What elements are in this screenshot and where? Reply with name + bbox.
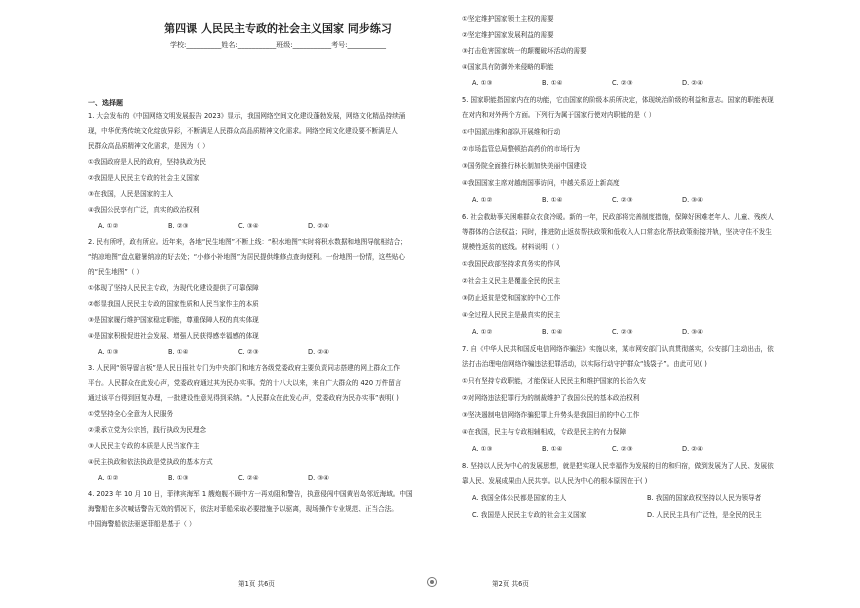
choice-b[interactable]: B. ①④	[542, 79, 563, 87]
question-8-line: 8. 坚持以人民为中心的发展思想，就是把实现人民幸福作为发展的目的和归宿，做到发展为了人民、发展依	[462, 462, 774, 470]
question-3-line: 通过该平台得到回复办理，一批建设性意见得到采纳。“人民群众在此发心声，党委政府为民办实事”表明( )	[88, 394, 399, 402]
question-4-option: ②坚定维护国家发展利益的需要	[462, 31, 554, 39]
question-6-option: ④全过程人民民主是最真实的民主	[462, 311, 561, 319]
choice-c[interactable]: C. ②③	[612, 79, 633, 87]
choice-b[interactable]: B. ①④	[542, 196, 563, 204]
question-6-choices	[472, 328, 832, 337]
choice-c[interactable]: C. ③④	[238, 222, 259, 230]
binding-mark-icon	[427, 577, 437, 587]
question-7-line: 7. 自《中华人民共和国反电信网络诈骗法》实施以来，某市网安部门认真贯彻落实，公安部门主动出击，依	[462, 345, 774, 353]
choice-a[interactable]: A. ①③	[472, 79, 493, 87]
page-number-right: 第2页 共6页	[492, 580, 529, 588]
choice-b[interactable]: B. ①④	[542, 445, 563, 453]
question-5-option: ②市场监管总局整顿抬高药价的市场行为	[462, 145, 581, 153]
choice-a[interactable]: A. ①②	[472, 196, 493, 204]
question-5-line: 5. 国家职能指国家内在的功能，它由国家的阶级本质所决定，体现统治阶级的利益和意志。国家的职能表现	[462, 96, 774, 104]
choice-a[interactable]: A. 我国全体公民都是国家的主人	[472, 494, 567, 502]
question-4-line: 4. 2023 年 10 月 10 日，菲律宾海军 1 艘炮舰不顾中方一再劝阻和警告，执意侵闯中国黄岩岛邻近海域。中国	[88, 490, 413, 498]
choice-a[interactable]: A. ①②	[472, 328, 493, 336]
page-title: 第四课 人民民主专政的社会主义国家 同步练习	[164, 22, 392, 35]
question-4-line: 中国海警船依法驱逐菲船是基于（ ）	[88, 520, 196, 528]
question-1-option: ②我国是人民民主专政的社会主义国家	[88, 174, 200, 182]
question-3-line: 3. 人民网“领导留言板”是人民日报社专门为中央部门和地方各级党委政府主要负责同志搭建的网上群众工作	[88, 364, 400, 372]
choice-c[interactable]: C. ②③	[612, 196, 633, 204]
question-4-option: ①坚定维护国家领土主权的需要	[462, 15, 554, 23]
student-info-line: 学校:__________姓名:___________班级:___________考号:___________	[170, 41, 386, 49]
choice-b[interactable]: B. ①④	[542, 328, 563, 336]
question-1-option: ③在我国，人民是国家的主人	[88, 190, 174, 198]
choice-c[interactable]: C. ②③	[612, 445, 633, 453]
choice-d[interactable]: D. ②④	[682, 79, 704, 87]
choice-d[interactable]: D. 人民民主具有广泛性，是全民的民主	[647, 511, 762, 519]
page-number-left: 第1页 共6页	[238, 580, 275, 588]
choice-d[interactable]: D. ③④	[308, 474, 330, 482]
question-2-option: ④是国家积极促进社会发展、增强人民获得感幸福感的体现	[88, 332, 259, 340]
choice-c[interactable]: C. ②③	[238, 348, 259, 356]
question-8-choices-row2	[472, 511, 832, 520]
question-6-line: 等群体的合法权益；同时，推进防止返贫帮扶政策和低收入人口常态化帮扶政策衔接并轨，坚决守住不发生	[462, 228, 772, 236]
question-1-line: 1. 大会发布的《中国网络文明发展报告 2023》显示，我国网络空间文化建设蓬勃发展，网络文化精品持续涌	[88, 112, 406, 120]
choice-d[interactable]: D. ③④	[682, 196, 704, 204]
choice-b[interactable]: B. 我国的国家政权坚持以人民为领导者	[647, 494, 762, 502]
choice-d[interactable]: D. ②④	[682, 445, 704, 453]
question-7-option: ①只有坚持专政职能，才能保证人民民主和维护国家的长治久安	[462, 377, 646, 385]
choice-d[interactable]: D. ②④	[308, 348, 330, 356]
choice-a[interactable]: A. ①③	[472, 445, 493, 453]
choice-b[interactable]: B. ②③	[168, 222, 189, 230]
question-3-option: ①党坚持全心全意为人民服务	[88, 410, 174, 418]
question-4-option: ③打击危害国家统一的颠覆破坏活动的需要	[462, 47, 587, 55]
question-4-line: 海警船在多次喊话警告无效的情况下，依法对菲船采取必要措施予以驱离，现场操作专业规范、正当合法。	[88, 505, 398, 513]
question-4-choices	[472, 79, 832, 88]
question-3-choices	[98, 474, 458, 483]
question-5-option: ④我国国家主席对越南国事访问，中越关系迈上新高度	[462, 179, 620, 187]
question-1-option: ④我国公民享有广泛，真实的政治权利	[88, 206, 200, 214]
choice-c[interactable]: C. 我国是人民民主专政的社会主义国家	[472, 511, 587, 519]
question-5-line: 在对内和对外两个方面。下列行为属于国家行使对内职能的是（ ）	[462, 111, 656, 119]
question-6-option: ③防止返贫是党和国家的中心工作	[462, 294, 561, 302]
choice-c[interactable]: C. ②④	[238, 474, 259, 482]
question-7-line: 法打击治理电信网络诈骗违法犯罪活动，以实际行动守护群众“钱袋子”。由此可见( )	[462, 360, 707, 368]
question-8-line: 靠人民、发展成果由人民共享。以人民为中心的根本原因在于( )	[462, 477, 648, 485]
question-1-line: 民群众高品质精神文化需求，是因为（ ）	[88, 142, 209, 150]
choice-a[interactable]: A. ①③	[98, 348, 119, 356]
question-4-option: ④国家具有防御外来侵略的职能	[462, 63, 554, 71]
question-8-choices-row1	[472, 494, 832, 503]
question-6-option: ②社会主义民主是覆盖全民的民主	[462, 277, 561, 285]
question-7-option: ③坚决遏制电信网络诈骗犯罪上升势头是我国目前的中心工作	[462, 411, 640, 419]
choice-b[interactable]: B. ①④	[168, 348, 189, 356]
choice-b[interactable]: B. ①③	[168, 474, 189, 482]
section-heading: 一、选择题	[88, 99, 123, 107]
question-7-option: ④在我国，民主与专政相辅相成，专政是民主的有力保障	[462, 428, 627, 436]
question-2-choices	[98, 348, 458, 357]
question-7-option: ②对网络违法犯罪行为的制裁维护了我国公民的基本政治权利	[462, 394, 640, 402]
choice-a[interactable]: A. ①②	[98, 222, 119, 230]
question-2-option: ①体现了坚持人民民主专政，为现代化建设提供了可靠保障	[88, 284, 259, 292]
question-3-option: ②秉承立党为公宗旨，践行执政为民理念	[88, 426, 207, 434]
question-5-option: ③国务院全面推行林长制加快美丽中国建设	[462, 162, 587, 170]
choice-d[interactable]: D. ③④	[682, 328, 704, 336]
question-2-option: ③是国家履行维护国家稳定职能，尊重保障人权的真实体现	[88, 316, 259, 324]
question-2-line: “纳凉地图”盘点避暑纳凉的好去处；“小修小补地图”为居民提供维修点查询便利。一份地图一份情，这些贴心	[88, 253, 405, 261]
question-6-line: 规模性返贫的底线。材料说明（ ）	[462, 243, 564, 251]
question-1-choices	[98, 222, 458, 231]
question-2-option: ②彰显我国人民民主专政的国家性质和人民当家作主的本质	[88, 300, 259, 308]
choice-c[interactable]: C. ②③	[612, 328, 633, 336]
question-6-line: 6. 社会救助事关困难群众衣食冷暖。新的一年，民政部将完善制度措施，保障好困难老年人、儿童、残疾人	[462, 213, 774, 221]
choice-a[interactable]: A. ①②	[98, 474, 119, 482]
question-3-line: 平台。人民群众在此发心声，党委政府通过其为民办实事。党的十八大以来，来自广大群众的 420 万件留言	[88, 379, 402, 387]
choice-d[interactable]: D. ②④	[308, 222, 330, 230]
question-5-option: ①中国派出维和部队开展维和行动	[462, 128, 561, 136]
question-5-choices	[472, 196, 832, 205]
question-2-line: 的“民生地图”（ ）	[88, 268, 144, 276]
question-1-option: ①我国政府是人民的政府，坚持执政为民	[88, 158, 207, 166]
question-1-line: 现，中华优秀传统文化绽放异彩，不断满足人民群众高品质精神文化需求。网络空间文化建设要不断满足人	[88, 127, 398, 135]
question-3-option: ④民主执政和依法执政是党执政的基本方式	[88, 458, 213, 466]
question-6-option: ①我国民政部坚持求真务实的作风	[462, 260, 561, 268]
question-3-option: ③人民民主专政的本质是人民当家作主	[88, 442, 200, 450]
question-7-choices	[472, 445, 832, 454]
question-2-line: 2. 民有所呼，政有所应。近年来，各地“民生地图”不断上线：“积水地图”实时将积水数据和地图导航相结合；	[88, 238, 407, 246]
